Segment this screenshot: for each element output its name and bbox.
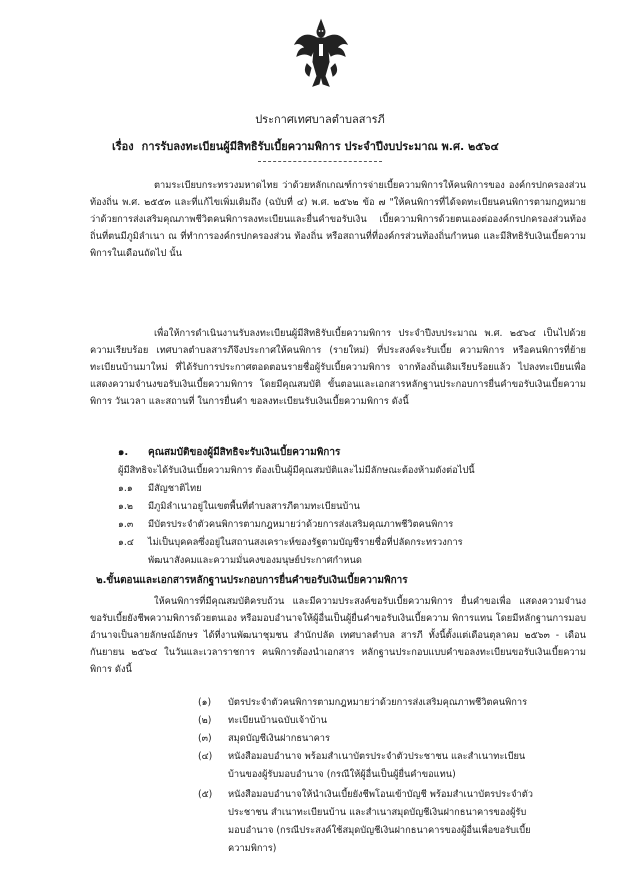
section2-heading: ๒.ขั้นตอนและเอกสารหลักฐานประกอบการยื่นคำขอรับเงินเบี้ยความพิการ [96, 575, 408, 586]
section1-intro: ผู้มีสิทธิจะได้รับเงินเบี้ยความพิการ ต้องเป็นผู้มีคุณสมบัติและไม่มีลักษณะต้องห้ามดังต่อไปนี้ [118, 465, 475, 476]
garuda-emblem-icon [293, 18, 349, 88]
section2-intro: ให้คนพิการที่มีคุณสมบัติครบถ้วน และมีความประสงค์ขอรับเบี้ยความพิการ ยื่นคำขอเพื่อ แสดงความจำนงขอรับเบี้ยยังชีพความพิการด้วยตนเอง หรือมอบอำนาจให้ผู้อื่นเป็นผู้ยื่นคำขอรับเงินเบี้ยความ พิการแทน โดยมีหลักฐานการมอบอำนาจเป็นลายลักษณ์อักษร ได้ที่งานพัฒนาชุมชน สำนักปลัด เทศบาลตำบล สารภี ทั้งนี้ตั้งแต่เดือนตุลาคม ๒๕๖๓ - เดือนกันยายน ๒๕๖๔ ในวันและเวลาราชการ คนพิการต้องนำเอกสาร หลักฐานประกอบแบบคำขอลงทะเบียนขอรับเงินเบี้ยความพิการ ดังนี้ [90, 596, 586, 675]
subject-label: เรื่อง [112, 140, 134, 153]
item-number: (๒) [198, 715, 212, 726]
list-item [118, 498, 360, 515]
divider-line [258, 161, 382, 162]
section1-heading-text: คุณสมบัติของผู้มีสิทธิจะรับเงินเบี้ยความพิการ [148, 447, 341, 458]
item-text: สมุดบัญชีเงินฝากธนาคาร [228, 733, 331, 744]
item-number: (๔) [198, 751, 213, 762]
item-number: ๑.๓ [118, 519, 134, 530]
subject-text: การรับลงทะเบียนผู้มีสิทธิรับเบี้ยความพิการ ประจำปีงบประมาณ พ.ศ. ๒๕๖๔ [141, 140, 499, 153]
section1-heading [118, 444, 340, 461]
paragraph-1: ตามระเบียบกระทรวงมหาดไทย ว่าด้วยหลักเกณฑ์การจ่ายเบี้ยความพิการให้คนพิการของ องค์กรปกครองส่วนท้องถิ่น พ.ศ. ๒๕๕๓ และที่แก้ไขเพิ่มเติมถึง (ฉบับที่ ๔) พ.ศ. ๒๕๖๒ ข้อ ๗ "ให้คนพิการที่ได้จดทะเบียนคนพิการตามกฎหมายว่าด้วยการส่งเสริมคุณภาพชีวิตคนพิการลงทะเบียนและยื่นคำขอรับเงิน เบี้ยความพิการด้วยตนเองต่อองค์กรปกครองส่วนท้องถิ่นที่ตนมีภูมิลำเนา ณ ที่ทำการองค์กรปกครองส่วน ท้องถิ่น หรือสถานที่ที่องค์กรส่วนท้องถิ่นกำหนด และมีสิทธิรับเงินเบี้ยความพิการในเดือนถัดไป นั้น [90, 180, 586, 259]
item-continuation: บ้านของผู้รับมอบอำนาจ (กรณีให้ผู้อื่นเป็นผู้ยื่นคำขอแทน) [228, 769, 456, 780]
list-item [198, 786, 533, 803]
item-continuation: มอบอำนาจ (กรณีประสงค์ใช้สมุดบัญชีเงินฝากธนาคารของผู้อื่นเพื่อขอรับเบี้ย [228, 825, 531, 836]
subject-line [112, 139, 582, 154]
item-number: (๕) [198, 789, 213, 800]
section1-number: ๑. [118, 447, 129, 458]
item-continuation: พัฒนาสังคมและความมั่นคงของมนุษย์ประกาศกำหนด [148, 555, 362, 566]
list-item [198, 748, 525, 765]
item-text: ไม่เป็นบุคคลซึ่งอยู่ในสถานสงเคราะห์ของรัฐตามบัญชีรายชื่อที่ปลัดกระทรวงการ [148, 537, 463, 548]
organization-title: ประกาศเทศบาลตำบลสารภี [255, 113, 385, 126]
item-number: ๑.๒ [118, 501, 133, 512]
list-item [198, 730, 330, 747]
list-item [118, 516, 453, 533]
list-item [118, 480, 202, 497]
item-text: มีสัญชาติไทย [148, 483, 202, 494]
item-text: มีบัตรประจำตัวคนพิการตามกฎหมายว่าด้วยการส่งเสริมคุณภาพชีวิตคนพิการ [148, 519, 454, 530]
item-text: มีภูมิลำเนาอยู่ในเขตพื้นที่ตำบลสารภีตามทะเบียนบ้าน [148, 501, 360, 512]
list-item [198, 694, 527, 711]
item-number: ๑.๔ [118, 537, 134, 548]
list-item [198, 712, 327, 729]
item-text: หนังสือมอบอำนาจ พร้อมสำเนาบัตรประจำตัวประชาชน และสำเนาทะเบียน [228, 751, 526, 762]
item-text: บัตรประจำตัวคนพิการตามกฎหมายว่าด้วยการส่งเสริมคุณภาพชีวิตคนพิการ [228, 697, 528, 708]
item-text: ทะเบียนบ้านฉบับเจ้าบ้าน [228, 715, 327, 726]
item-text: หนังสือมอบอำนาจให้นำเงินเบี้ยยังชีพโอนเข้าบัญชี พร้อมสำเนาบัตรประจำตัว [228, 789, 533, 800]
item-continuation: ความพิการ) [228, 843, 277, 854]
paragraph-2: เพื่อให้การดำเนินงานรับลงทะเบียนผู้มีสิทธิรับเบี้ยความพิการ ประจำปีงบประมาณ พ.ศ. ๒๕๖๔ เป็นไปด้วยความเรียบร้อย เทศบาลตำบลสารภีจึงประกาศให้คนพิการ (รายใหม่) ที่ประสงค์จะรับเบี้ย ความพิการ หรือคนพิการที่ย้ายทะเบียนบ้านมาใหม่ ที่ได้รับการประกาศตอดตอนรายชื่อผู้รับเบี้ยความพิการ จากท้องถิ่นเดิมเรียบร้อยแล้ว ไปลงทะเบียนเพื่อแสดงความจำนงขอรับเงินเบี้ยความพิการ โดยมีคุณสมบัติ ขั้นตอนและเอกสารหลักฐานประกอบการยื่นคำขอรับเงินเบี้ยความพิการ วันเวลา และสถานที่ ในการยื่นคำ ขอลงทะเบียนรับเงินเบี้ยความพิการ ดังนี้ [90, 328, 586, 407]
list-item [118, 534, 463, 551]
item-number: (๓) [198, 733, 212, 744]
item-number: ๑.๑ [118, 483, 133, 494]
item-number: (๑) [198, 697, 212, 708]
item-continuation: ประชาชน สำเนาทะเบียนบ้าน และสำเนาสมุดบัญชีเงินฝากธนาคารของผู้รับ [228, 807, 527, 818]
